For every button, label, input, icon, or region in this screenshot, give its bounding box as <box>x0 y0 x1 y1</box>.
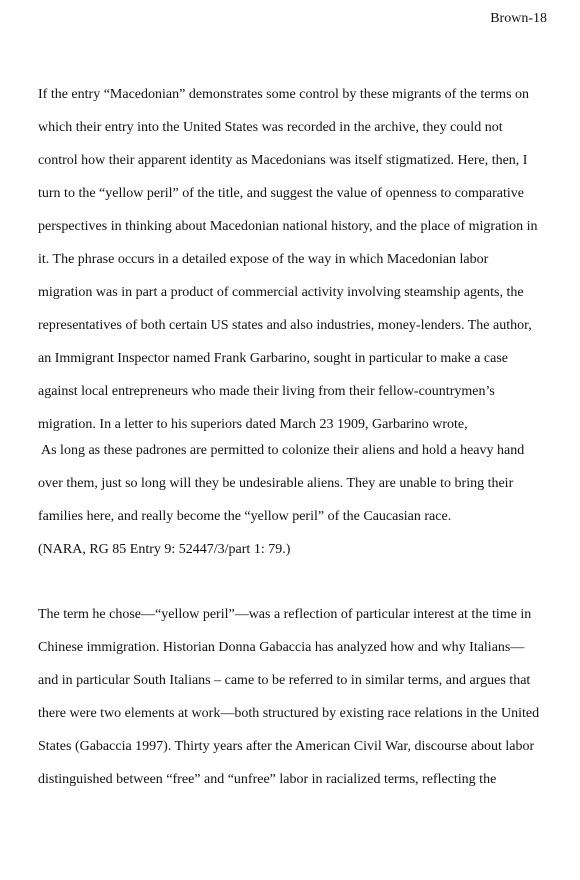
paragraph-line: Chinese immigration. Historian Donna Gabaccia has analyzed how and why Italians— <box>38 640 525 655</box>
quote-line: over them, just so long will they be undesirable aliens. They are unable to bring their <box>38 476 514 491</box>
page-header: Brown-18 <box>490 11 547 26</box>
paragraph-2 <box>38 606 552 804</box>
paragraph-1 <box>38 86 552 449</box>
paragraph-line: which their entry into the United States was recorded in the archive, they could not <box>38 120 503 135</box>
paragraph-line: If the entry “Macedonian” demonstrates some control by these migrants of the terms on <box>38 87 530 102</box>
paragraph-line: States (Gabaccia 1997). Thirty years after the American Civil War, discourse about labor <box>38 739 535 754</box>
paragraph-line: migration. In a letter to his superiors dated March 23 1909, Garbarino wrote, <box>38 417 468 432</box>
paragraph-line: turn to the “yellow peril” of the title, and suggest the value of openness to comparative <box>38 186 524 201</box>
paragraph-line: migration was in part a product of commercial activity involving steamship agents, the <box>38 285 524 300</box>
paragraph-line: control how their apparent identity as Macedonians was itself stigmatized. Here, then, I <box>38 153 528 168</box>
quote-citation: (NARA, RG 85 Entry 9: 52447/3/part 1: 79.) <box>38 542 291 557</box>
paragraph-line: perspectives in thinking about Macedonian national history, and the place of migration in <box>38 219 538 234</box>
paragraph-line: against local entrepreneurs who made their living from their fellow-countrymen’s <box>38 384 495 399</box>
paragraph-line: distinguished between “free” and “unfree” labor in racialized terms, reflecting the <box>38 772 497 787</box>
paragraph-line: it. The phrase occurs in a detailed expose of the way in which Macedonian labor <box>38 252 489 267</box>
block-quote <box>38 442 552 541</box>
paragraph-line: an Immigrant Inspector named Frank Garbarino, sought in particular to make a case <box>38 351 509 366</box>
paragraph-line: The term he chose—“yellow peril”—was a reflection of particular interest at the time in <box>38 607 532 622</box>
quote-line: families here, and really become the “yellow peril” of the Caucasian race. <box>38 509 452 524</box>
paragraph-line: representatives of both certain US states and also industries, money-lenders. The author, <box>38 318 532 333</box>
quote-line: As long as these padrones are permitted to colonize their aliens and hold a heavy hand <box>41 443 525 458</box>
paragraph-line: there were two elements at work—both structured by existing race relations in the United <box>38 706 540 721</box>
paragraph-line: and in particular South Italians – came to be referred to in similar terms, and argues that <box>38 673 531 688</box>
